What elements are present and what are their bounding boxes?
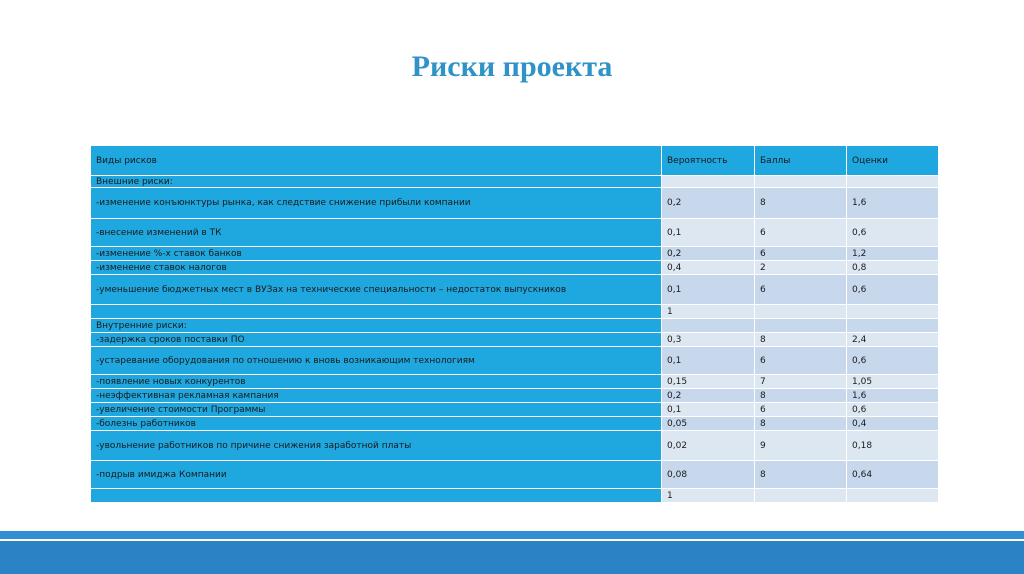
risk-name-cell: -изменение %-х ставок банков: [91, 247, 662, 261]
table-row: [91, 247, 939, 261]
score-cell: 8: [755, 461, 847, 489]
rating-cell: 0,4: [847, 417, 939, 431]
risk-name-cell: [91, 305, 662, 319]
table-row: [91, 305, 939, 319]
risk-name-cell: -задержка сроков поставки ПО: [91, 333, 662, 347]
table-row: [91, 431, 939, 461]
column-header: Баллы: [755, 146, 847, 176]
column-header: Оценки: [847, 146, 939, 176]
score-cell: 7: [755, 375, 847, 389]
score-cell: 8: [755, 188, 847, 219]
table-row: [91, 417, 939, 431]
table-row: [91, 489, 939, 503]
rating-cell: [847, 305, 939, 319]
risk-name-cell: Внутренние риски:: [91, 319, 662, 333]
score-cell: [755, 319, 847, 333]
score-cell: 6: [755, 247, 847, 261]
rating-cell: 0,6: [847, 275, 939, 305]
table-row: [91, 261, 939, 275]
risk-name-cell: -подрыв имиджа Компании: [91, 461, 662, 489]
footer-bar: [0, 541, 1024, 574]
probability-cell: 0,2: [662, 389, 755, 403]
score-cell: 9: [755, 431, 847, 461]
score-cell: [755, 305, 847, 319]
rating-cell: 1,6: [847, 389, 939, 403]
score-cell: 2: [755, 261, 847, 275]
table-row: [91, 275, 939, 305]
probability-cell: 0,3: [662, 333, 755, 347]
risk-name-cell: -изменение конъюнктуры рынка, как следствие снижение прибыли компании: [91, 188, 662, 219]
probability-cell: 0,1: [662, 219, 755, 247]
column-header: Виды рисков: [91, 146, 662, 176]
probability-cell: [662, 319, 755, 333]
table-row: [91, 188, 939, 219]
risk-name-cell: -увольнение работников по причине снижения заработной платы: [91, 431, 662, 461]
probability-cell: 0,2: [662, 247, 755, 261]
probability-cell: 0,1: [662, 403, 755, 417]
probability-cell: [662, 176, 755, 188]
rating-cell: [847, 489, 939, 503]
footer-accent-line: [0, 531, 1024, 539]
probability-cell: 0,15: [662, 375, 755, 389]
table-header-row: [91, 146, 939, 176]
risks-table: [90, 145, 939, 503]
table-row: [91, 176, 939, 188]
score-cell: 6: [755, 219, 847, 247]
probability-cell: 0,08: [662, 461, 755, 489]
probability-cell: 0,02: [662, 431, 755, 461]
score-cell: [755, 489, 847, 503]
score-cell: 6: [755, 347, 847, 375]
rating-cell: 1,05: [847, 375, 939, 389]
probability-cell: 0,05: [662, 417, 755, 431]
score-cell: 6: [755, 275, 847, 305]
risk-name-cell: -болезнь работников: [91, 417, 662, 431]
column-header: Вероятность: [662, 146, 755, 176]
score-cell: 6: [755, 403, 847, 417]
table-row: [91, 403, 939, 417]
rating-cell: 0,6: [847, 219, 939, 247]
probability-cell: 0,1: [662, 275, 755, 305]
probability-cell: 0,2: [662, 188, 755, 219]
rating-cell: [847, 176, 939, 188]
risk-name-cell: [91, 489, 662, 503]
rating-cell: 0,64: [847, 461, 939, 489]
probability-cell: 1: [662, 305, 755, 319]
risk-name-cell: Внешние риски:: [91, 176, 662, 188]
probability-cell: 1: [662, 489, 755, 503]
rating-cell: 1,2: [847, 247, 939, 261]
risk-name-cell: -устаревание оборудования по отношению к вновь возникающим технологиям: [91, 347, 662, 375]
score-cell: 8: [755, 389, 847, 403]
table-row: [91, 375, 939, 389]
score-cell: 8: [755, 417, 847, 431]
rating-cell: 0,6: [847, 403, 939, 417]
score-cell: [755, 176, 847, 188]
rating-cell: [847, 319, 939, 333]
score-cell: 8: [755, 333, 847, 347]
rating-cell: 0,6: [847, 347, 939, 375]
risk-name-cell: -увеличение стоимости Программы: [91, 403, 662, 417]
table-row: [91, 347, 939, 375]
table-row: [91, 333, 939, 347]
risk-name-cell: -неэффективная рекламная кампания: [91, 389, 662, 403]
rating-cell: 1,6: [847, 188, 939, 219]
risk-name-cell: -внесение изменений в ТК: [91, 219, 662, 247]
table-row: [91, 461, 939, 489]
risk-name-cell: -уменьшение бюджетных мест в ВУЗах на технические специальности – недостаток выпускников: [91, 275, 662, 305]
risk-name-cell: -изменение ставок налогов: [91, 261, 662, 275]
table-row: [91, 319, 939, 333]
rating-cell: 2,4: [847, 333, 939, 347]
table-row: [91, 219, 939, 247]
rating-cell: 0,8: [847, 261, 939, 275]
table-row: [91, 389, 939, 403]
rating-cell: 0,18: [847, 431, 939, 461]
slide-title: Риски проекта: [411, 50, 613, 83]
probability-cell: 0,4: [662, 261, 755, 275]
risk-name-cell: -появление новых конкурентов: [91, 375, 662, 389]
probability-cell: 0,1: [662, 347, 755, 375]
